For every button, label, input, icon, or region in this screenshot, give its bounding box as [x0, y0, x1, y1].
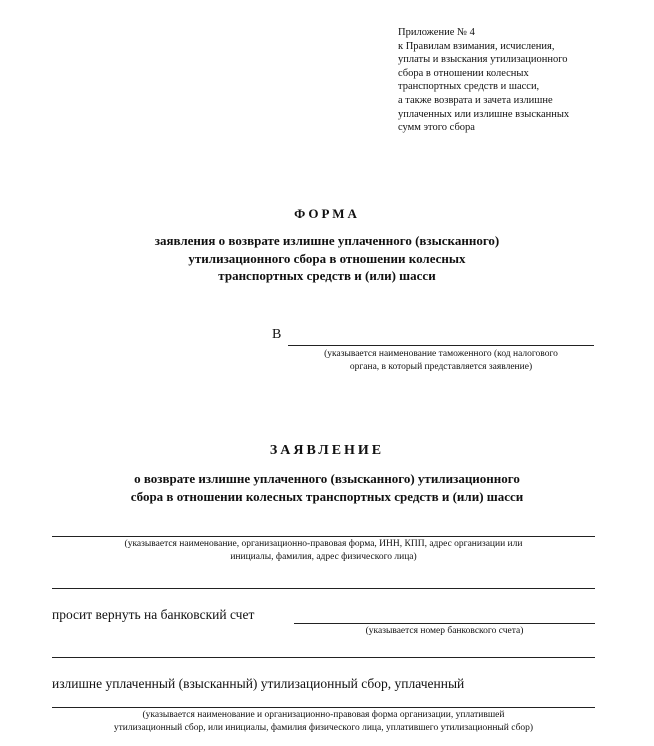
appendix-line: уплаченных или излишне взысканных: [398, 108, 570, 120]
appendix-line: к Правилам взимания, исчисления,: [398, 40, 555, 52]
recipient-caption: [288, 348, 594, 374]
form-title: ФОРМА: [294, 206, 360, 221]
appendix-line: а также возврата и зачета излишне: [398, 94, 553, 106]
appendix-line: транспортных средств и шасси,: [398, 81, 540, 93]
statement-subtitle-line: сбора в отношении колесных транспортных средств и (или) шасси: [130, 488, 524, 504]
bank-account-caption: (указывается номер банковского счета): [365, 626, 524, 636]
appendix-note: [398, 26, 569, 135]
applicant-caption: [52, 538, 595, 564]
recipient-prefix: В: [272, 327, 282, 342]
payer-caption-line: (указывается наименование и организационно-правовая форма организации, уплатившей: [142, 710, 505, 720]
recipient-caption-line: органа, в который представляется заявление): [349, 362, 533, 372]
form-subtitle-line: заявления о возврате излишне уплаченного (взысканного): [154, 233, 500, 248]
payer-caption: [40, 709, 607, 735]
appendix-line: Приложение № 4: [398, 27, 475, 38]
bank-account-label: просит вернуть на банковский счет: [52, 607, 255, 622]
fee-label: излишне уплаченный (взысканный) утилизационный сбор, уплаченный: [52, 676, 465, 691]
form-subtitle: [0, 232, 654, 285]
appendix-line: сумм этого сбора: [398, 122, 475, 134]
recipient-input-line[interactable]: [288, 345, 594, 346]
applicant-extra-line[interactable]: [52, 588, 595, 589]
applicant-caption-line: (указывается наименование, организационно-правовая форма, ИНН, КПП, адрес организации или: [124, 539, 523, 549]
applicant-input-line[interactable]: [52, 536, 595, 537]
appendix-line: сбора в отношении колесных: [398, 67, 529, 79]
payer-caption-line: утилизационный сбор, или инициалы, фамилия физического лица, уплатившего утилизационный сбор): [113, 723, 534, 733]
bank-account-input-line[interactable]: [294, 623, 595, 624]
statement-title: ЗАЯВЛЕНИЕ: [269, 443, 385, 458]
bank-account-extra-line[interactable]: [52, 657, 595, 658]
payer-input-line[interactable]: [52, 707, 595, 708]
statement-subtitle-line: о возврате излишне уплаченного (взысканного) утилизационного: [134, 471, 520, 486]
form-subtitle-line: транспортных средств и (или) шасси: [218, 268, 436, 283]
statement-subtitle: [0, 470, 654, 505]
appendix-line: уплаты и взыскания утилизационного: [398, 54, 568, 66]
applicant-caption-line: инициалы, фамилия, адрес физического лица): [230, 552, 417, 562]
recipient-caption-line: (указывается наименование таможенного (код налогового: [324, 349, 558, 359]
form-subtitle-line: утилизационного сбора в отношении колесных: [188, 250, 466, 266]
